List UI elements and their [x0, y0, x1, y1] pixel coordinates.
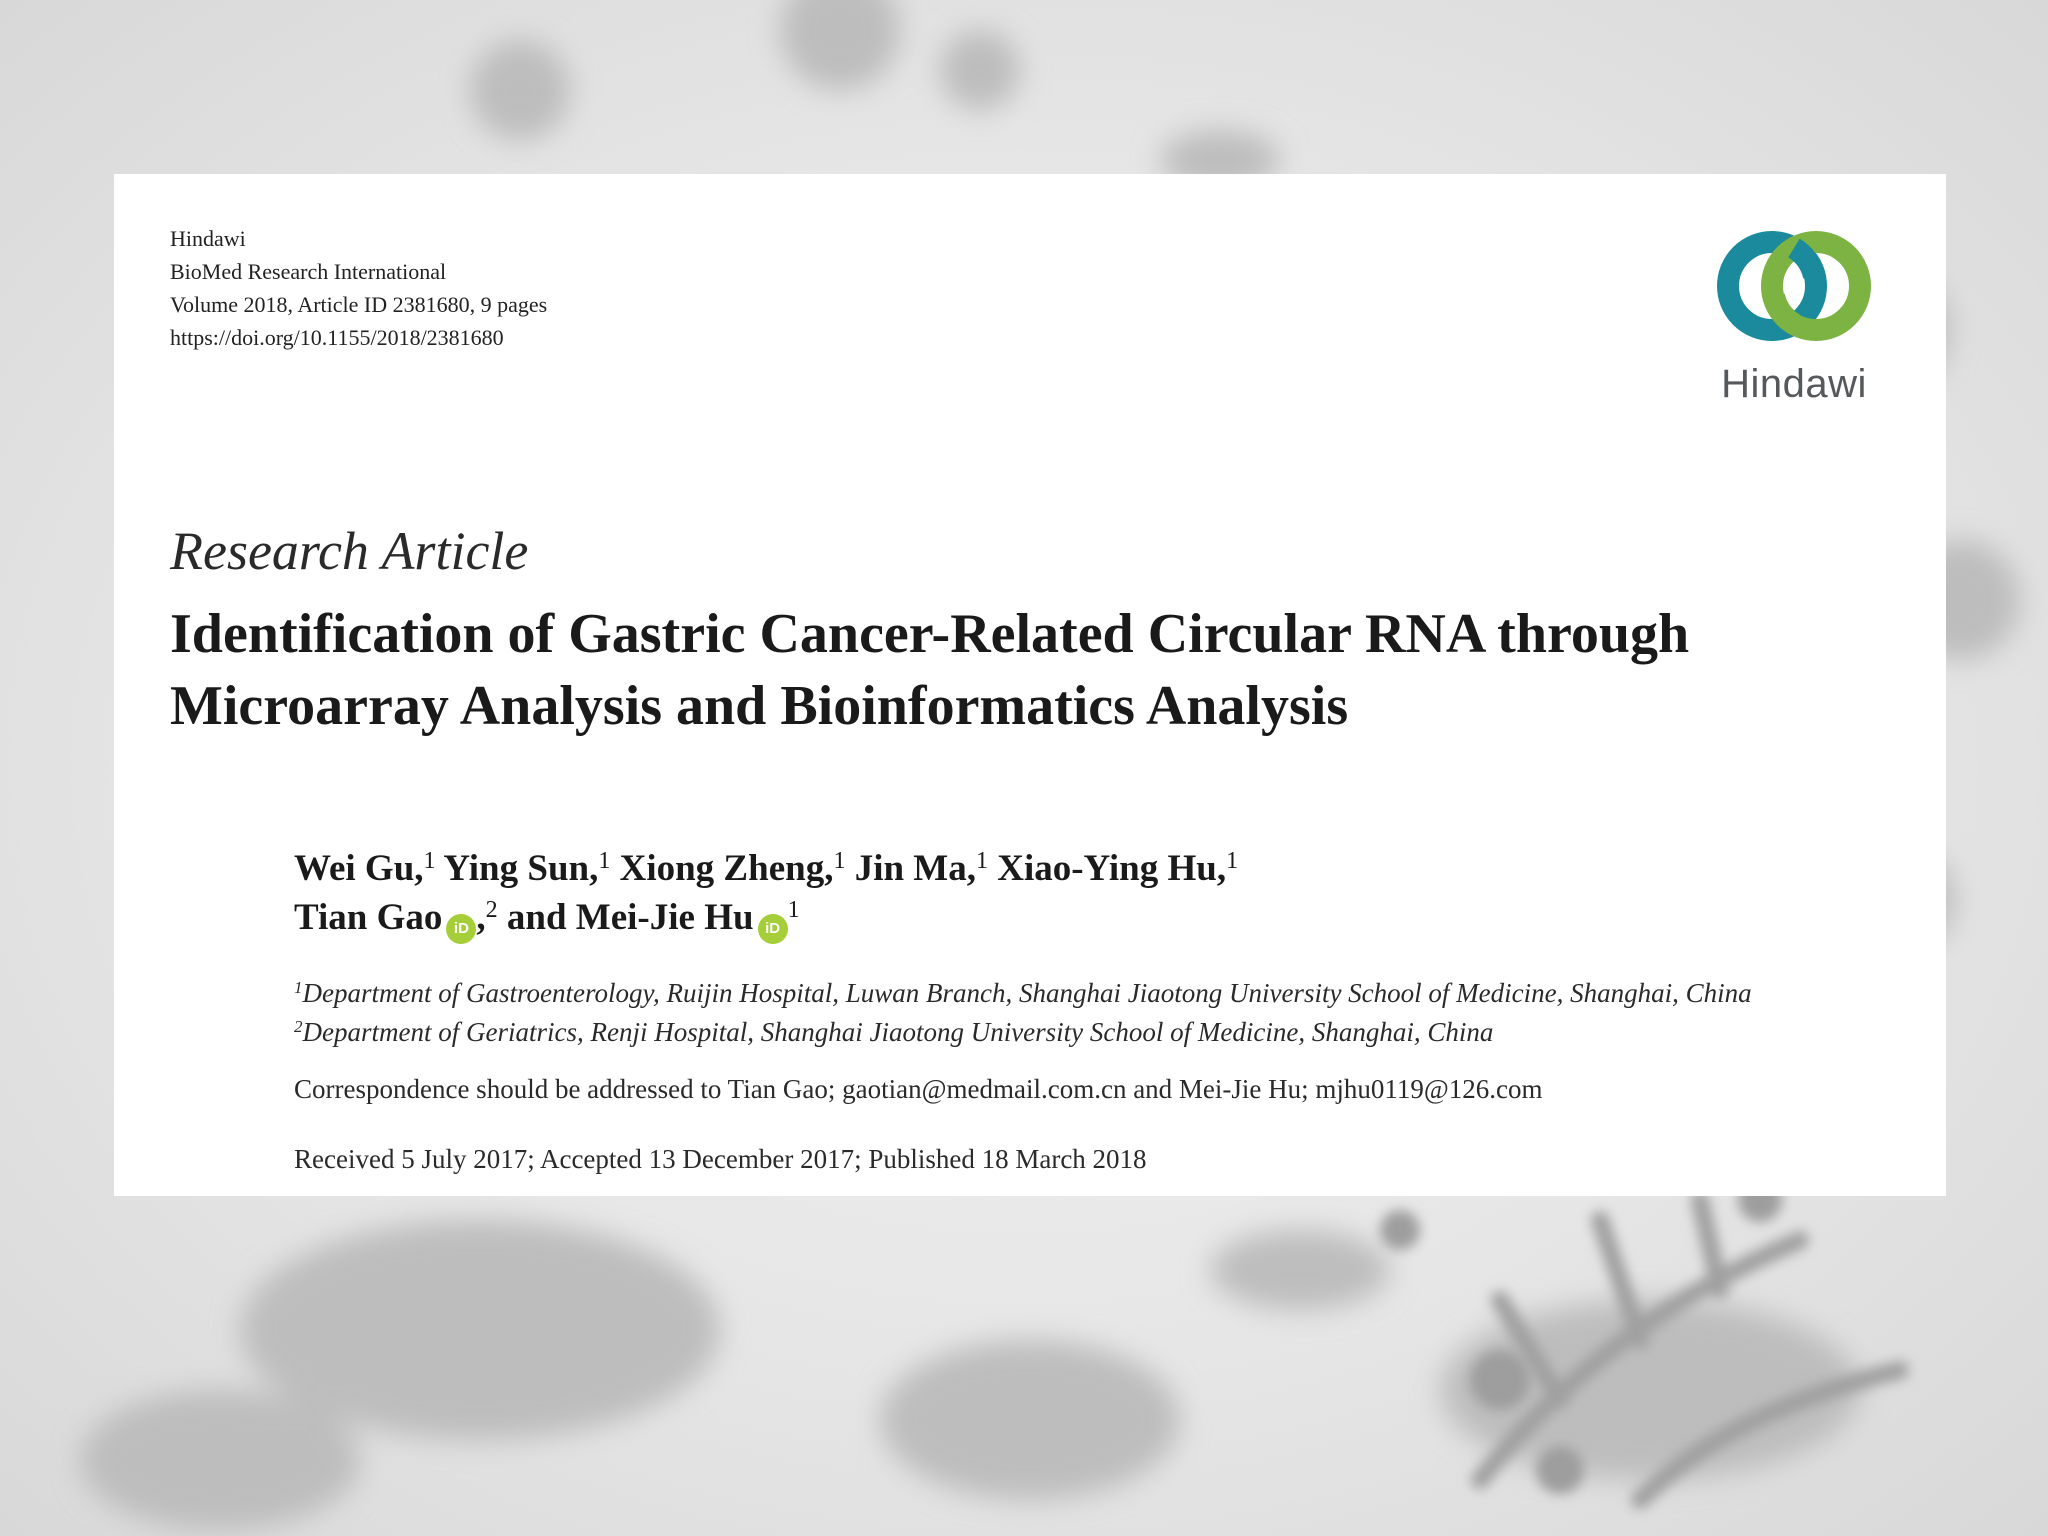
author-affil-ref: 2	[485, 897, 498, 923]
paper-title	[170, 598, 1890, 742]
author-name: Jin Ma,	[854, 848, 976, 889]
affiliation-number: 1	[294, 978, 303, 997]
logo-wordmark: Hindawi	[1721, 362, 1867, 406]
correspondence-note: Correspondence should be addressed to Tian Gao; gaotian@medmail.com.cn and Mei-Jie Hu; mjhu0119@126.com	[294, 1074, 1543, 1104]
publisher-name: Hindawi	[170, 226, 246, 251]
journal-name: BioMed Research International	[170, 259, 447, 284]
author-name: Wei Gu,	[294, 848, 424, 889]
affiliation-item	[294, 974, 1752, 1013]
masthead	[170, 222, 547, 354]
affiliation-item	[294, 1013, 1752, 1052]
article-type: Research Article	[170, 521, 529, 581]
title-line-2: Microarray Analysis and Bioinformatics Analysis	[170, 675, 1349, 737]
author-affil-ref: 1	[787, 897, 800, 923]
hindawi-rings-icon	[1704, 226, 1884, 366]
volume-info: Volume 2018, Article ID 2381680, 9 pages	[170, 292, 548, 317]
author-name: Tian Gao	[294, 897, 443, 938]
author-name: and Mei-Jie Hu	[506, 897, 754, 938]
author-separator: ,	[476, 897, 486, 938]
doi-link[interactable]: https://doi.org/10.1155/2018/2381680	[170, 325, 504, 350]
author-line-2	[294, 893, 1238, 944]
affiliations	[294, 974, 1752, 1052]
author-affil-ref: 1	[1226, 848, 1239, 874]
affiliation-text: Department of Gastroenterology, Ruijin Hospital, Luwan Branch, Shanghai Jiaotong University School of Medicine, Shanghai, China	[302, 978, 1752, 1008]
orcid-icon[interactable]: iD	[758, 914, 788, 944]
author-affil-ref: 1	[833, 848, 846, 874]
affiliation-text: Department of Geriatrics, Renji Hospital, Shanghai Jiaotong University School of Medicine, Shanghai, China	[302, 1017, 1494, 1047]
publication-dates: Received 5 July 2017; Accepted 13 December 2017; Published 18 March 2018	[294, 1144, 1147, 1174]
author-line-1	[294, 844, 1238, 893]
affiliation-number: 2	[294, 1017, 303, 1036]
author-affil-ref: 1	[598, 848, 611, 874]
author-name: Xiong Zheng,	[619, 848, 834, 889]
title-line-1: Identification of Gastric Cancer-Related Circular RNA through	[170, 603, 1690, 665]
author-list	[294, 844, 1238, 944]
author-name: Ying Sun,	[443, 848, 599, 889]
orcid-icon[interactable]: iD	[446, 914, 476, 944]
author-affil-ref: 1	[975, 848, 988, 874]
hindawi-logo	[1704, 226, 1884, 406]
paper-first-page	[114, 174, 1946, 1196]
author-name: Xiao-Ying Hu,	[997, 848, 1227, 889]
author-affil-ref: 1	[423, 848, 436, 874]
